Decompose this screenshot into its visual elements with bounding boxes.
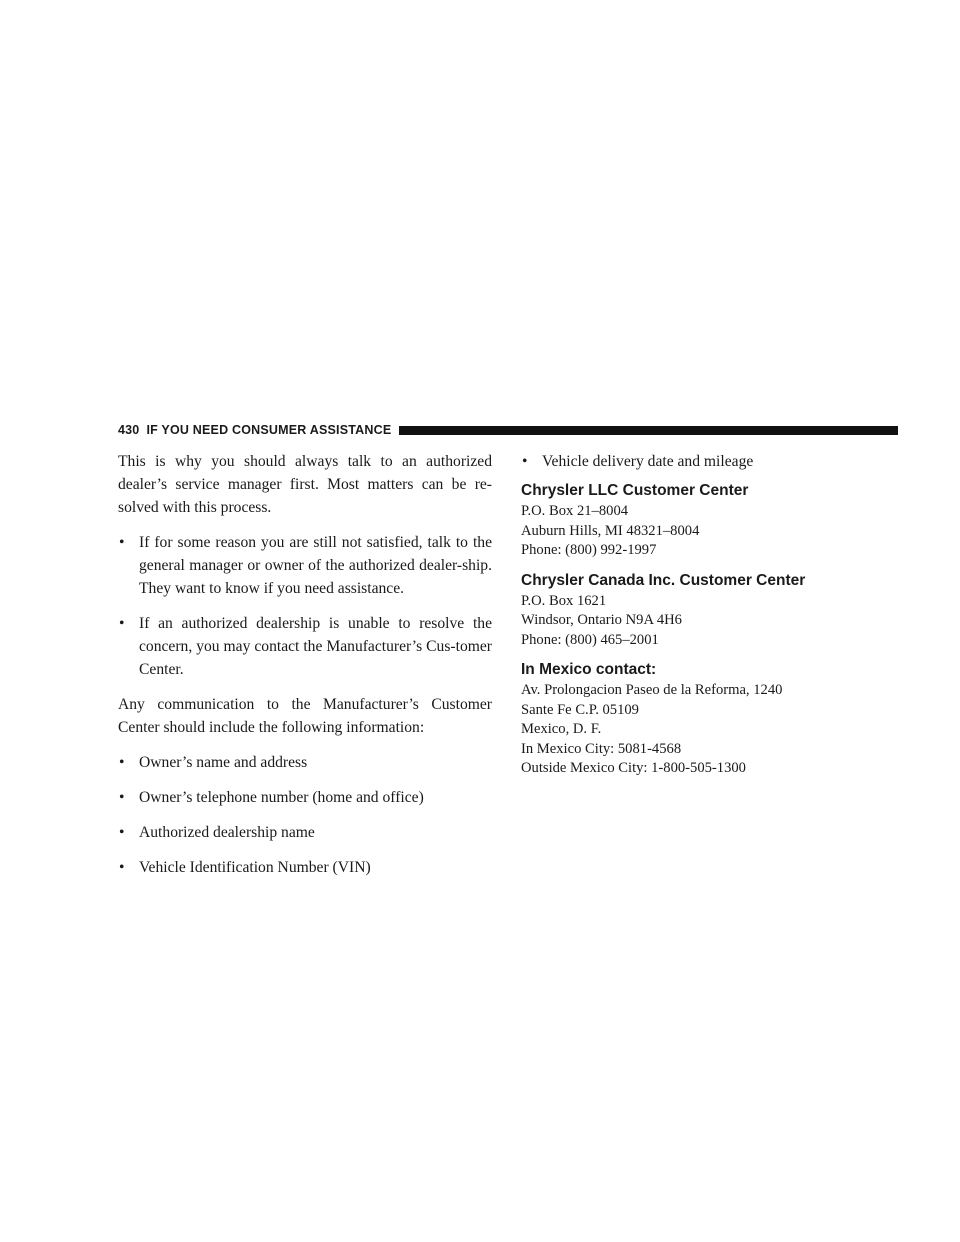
list-item-text: If an authorized dealership is unable to resolve the concern, you may contact the Manufacturer’s Cus-tomer Center. (139, 615, 492, 678)
list-item (118, 786, 492, 809)
address-line: P.O. Box 1621 (521, 592, 607, 609)
section-title: IF YOU NEED CONSUMER ASSISTANCE (146, 423, 392, 437)
communication-paragraph: Any communication to the Manufacturer’s Customer Center should include the following information: (118, 696, 492, 736)
list-item-text: Authorized dealership name (139, 824, 315, 841)
bullet-icon: • (119, 534, 125, 551)
address-line: Windsor, Ontario N9A 4H6 (521, 612, 682, 628)
contact-address (521, 681, 898, 779)
contact-chrysler-canada (521, 571, 898, 651)
list-item-text: Owner’s telephone number (home and office) (139, 789, 424, 806)
list-item (118, 821, 492, 844)
list-item-text: Vehicle delivery date and mileage (542, 453, 754, 470)
address-line: Mexico, D. F. (521, 721, 602, 737)
contact-mexico (521, 660, 898, 779)
list-item (118, 531, 492, 600)
contact-heading: In Mexico contact: (521, 661, 657, 678)
phone-line: Phone: (800) 465–2001 (521, 631, 659, 648)
address-line: Auburn Hills, MI 48321–8004 (521, 522, 700, 539)
list-item (118, 751, 492, 774)
header-rule (399, 426, 898, 435)
page-number: 430 (118, 423, 140, 437)
list-item (118, 856, 492, 879)
list-item-text: If for some reason you are still not satisfied, talk to the general manager or owner of the authorized dealer-ship. They want to know if you need assistance. (139, 534, 492, 597)
page-header (118, 422, 898, 438)
bullet-icon: • (119, 824, 125, 841)
bullet-icon: • (119, 789, 125, 806)
list-item (118, 612, 492, 681)
phone-line: In Mexico City: 5081-4568 (521, 740, 682, 757)
contact-address (521, 502, 898, 561)
list-item-text: Owner’s name and address (139, 754, 308, 771)
bullet-icon: • (522, 453, 528, 470)
intro-paragraph: This is why you should always talk to an authorized dealer’s service manager first. Most matters can be re-solved with this process. (118, 453, 492, 516)
phone-line: Outside Mexico City: 1-800-505-1300 (521, 760, 746, 776)
list-item-text: Vehicle Identification Number (VIN) (139, 859, 371, 876)
address-line: Sante Fe C.P. 05109 (521, 701, 639, 718)
bullet-icon: • (119, 754, 125, 771)
address-line: Av. Prolongacion Paseo de la Reforma, 1240 (521, 682, 783, 698)
bullet-icon: • (119, 615, 125, 632)
contact-heading: Chrysler LLC Customer Center (521, 482, 749, 499)
phone-line: Phone: (800) 992-1997 (521, 542, 657, 558)
contact-chrysler-llc (521, 481, 898, 561)
address-line: P.O. Box 21–8004 (521, 503, 629, 519)
contact-address (521, 592, 898, 651)
contact-heading: Chrysler Canada Inc. Customer Center (521, 571, 806, 589)
right-column (521, 450, 898, 789)
left-column (118, 450, 492, 891)
bullet-icon: • (119, 859, 125, 876)
list-item (521, 450, 898, 473)
